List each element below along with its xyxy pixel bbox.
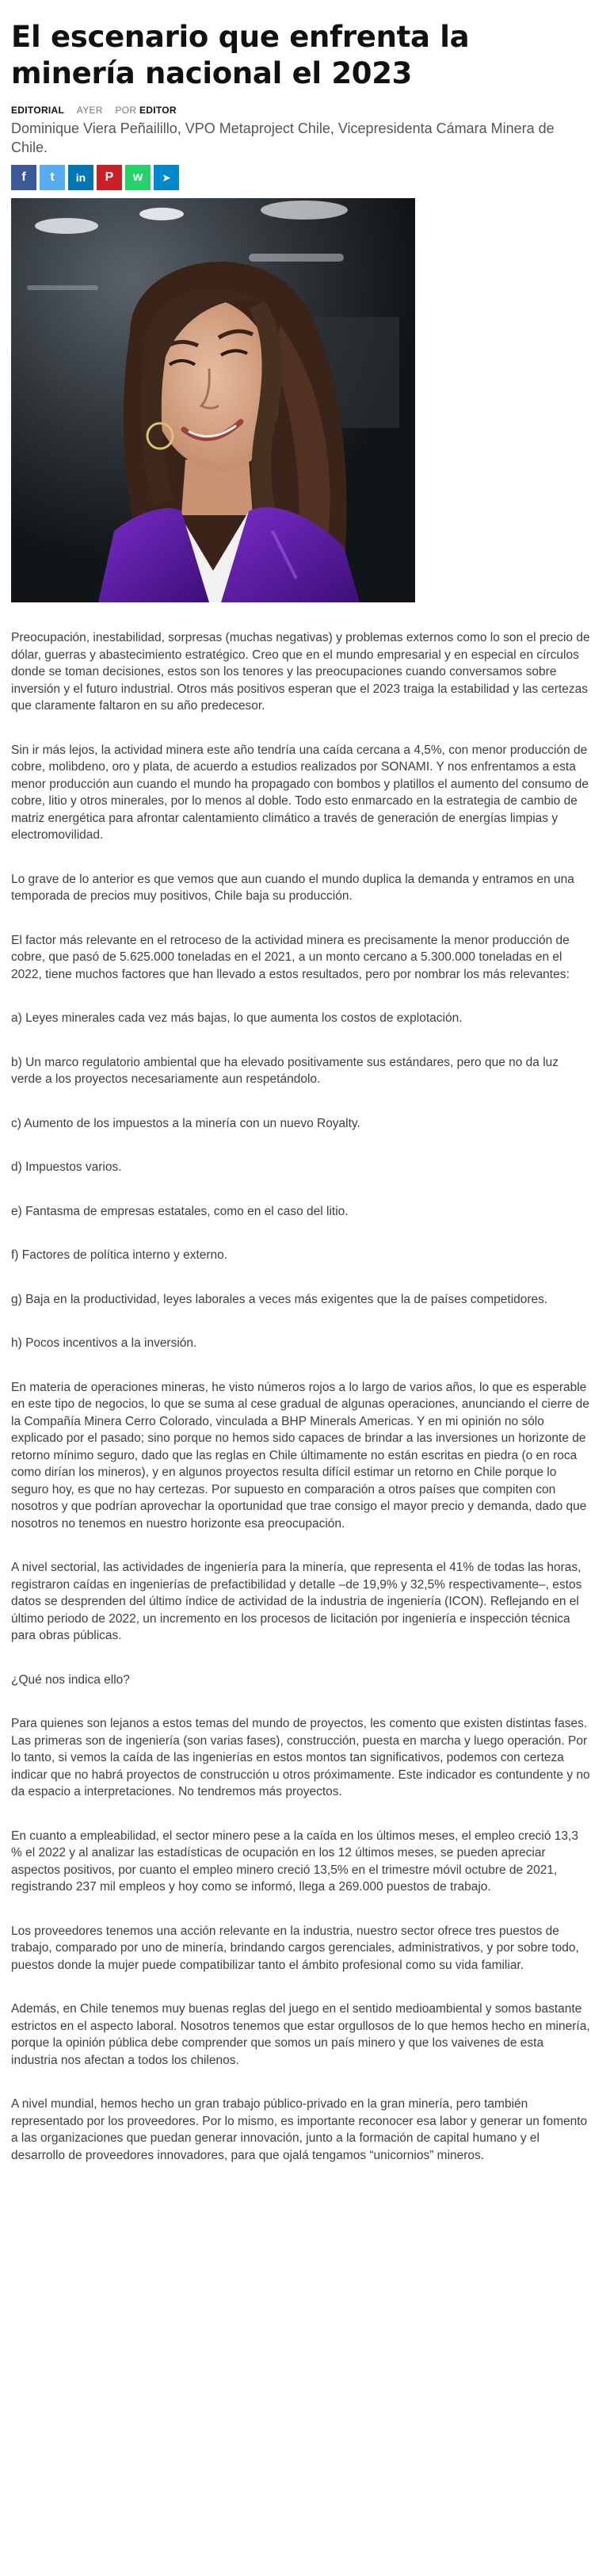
- twitter-share-button[interactable]: t: [40, 165, 65, 190]
- list-item: d) Impuestos varios.: [11, 1160, 122, 1174]
- article-photo: [11, 198, 415, 602]
- share-bar: [11, 165, 591, 190]
- list-item: b) Un marco regulatorio ambiental que ha elevado positivamente sus estándares, pero que no da luz verde a los proyectos necesariamente aun respetándolo.: [11, 1055, 559, 1086]
- list-item: e) Fantasma de empresas estatales, como en el caso del litio.: [11, 1204, 349, 1218]
- paragraph: Lo grave de lo anterior es que vemos que aun cuando el mundo duplica la demanda y entramos en una temporada de precios muy positivos, Chile baja su producción.: [11, 872, 574, 903]
- portrait-illustration: [11, 198, 415, 602]
- paragraph: A nivel sectorial, las actividades de ingeniería para la minería, que representa el 41% de todas las horas, registraron caídas en ingenierías de prefactibilidad y detalle –de 19,9% y 32,5% respectivamente–, estos datos se desprenden del último índice de actividad de la industria de ingeniería (ICON). Reflejando en el último periodo de 2022, un incremento en los procesos de licitación por ingeniería e inspección técnica para obras públicas.: [11, 1561, 582, 1642]
- article-body: [11, 629, 591, 2164]
- by-label: POR: [115, 105, 137, 116]
- article-title: El escenario que enfrenta la minería nacional el 2023: [11, 20, 470, 90]
- linkedin-share-button[interactable]: in: [68, 165, 93, 190]
- paragraph: ¿Qué nos indica ello?: [11, 1672, 130, 1687]
- article-subtitle: Dominique Viera Peñailillo, VPO Metaproject Chile, Vicepresidenta Cámara Minera de Chile.: [11, 120, 555, 155]
- paragraph: Preocupación, inestabilidad, sorpresas (muchas negativas) y problemas externos como lo son el precio de dólar, guerras y abastecimiento estratégico. Creo que en el mundo empresarial y en especial en círculos donde se toman decisiones, estos son los tenores y las preocupaciones cuando conversamos sobre inversión y el futuro industrial. Otros más positivos esperan que el 2023 traiga la estabilidad y las certezas que claramente faltaron en su año predecesor.: [11, 631, 590, 713]
- author-link[interactable]: EDITOR: [139, 105, 177, 116]
- list-item: h) Pocos incentivos a la inversión.: [11, 1336, 197, 1350]
- list-item: a) Leyes minerales cada vez más bajas, lo que aumenta los costos de explotación.: [11, 1011, 463, 1025]
- telegram-share-button[interactable]: ➤: [154, 165, 179, 190]
- paragraph: En cuanto a empleabilidad, el sector minero pese a la caída en los últimos meses, el empleo creció 13,3 % el 2022 y al analizar las estadísticas de ocupación en los 12 últimos meses, se pueden apreciar aspectos positivos, por cuanto el empleo minero creció 13,5% en el trimestre móvil octubre de 2021, registrando 237 mil empleos y hoy como se informó, llega a 269.000 puestos de trabajo.: [11, 1829, 578, 1894]
- paragraph: El factor más relevante en el retroceso de la actividad minera es precisamente la menor producción de cobre, que pasó de 5.625.000 toneladas en el 2021, a un monto cercano a 5.300.000 toneladas en el 2022, tiene muchos factores que han llevado a estos resultados, pero por nombrar los más relevantes:: [11, 933, 570, 981]
- category-link[interactable]: EDITORIAL: [11, 105, 65, 116]
- paragraph: A nivel mundial, hemos hecho un gran trabajo público-privado en la gran minería, pero también representado por los proveedores. Por lo mismo, es importante reconocer esa labor y generar un fomento a las organizaciones que puedan generar innovación, junto a la formación de capital humano y el desarrollo de proveedores innovadores, para que ojalá tengamos “unicornios” mineros.: [11, 2097, 588, 2162]
- paragraph: Además, en Chile tenemos muy buenas reglas del juego en el sentido medioambiental y somos bastante estrictos en el aspecto laboral. Nosotros tenemos que estar orgullosos de lo que hemos hecho en minería, porque la opinión pública debe comprender que somos un país minero y que los vaivenes de esta industria nos afectan a todos los chilenos.: [11, 2002, 590, 2067]
- paragraph: Los proveedores tenemos una acción relevante en la industria, nuestro sector ofrece tres puestos de trabajo, comparado por uno de minería, brindando cargos gerenciales, administrativos, y por sobre todo, puestos donde la mujer puede compatibilizar tanto el ámbito profesional como su vida familiar.: [11, 1924, 579, 1972]
- whatsapp-share-button[interactable]: w: [125, 165, 151, 190]
- paragraph: En materia de operaciones mineras, he visto números rojos a lo largo de varios años, lo que es esperable en este tipo de negocios, lo que se suma al cese gradual de algunas operaciones, anunciando el cierre de la Compañía Minera Cerro Colorado, vinculada a BHP Minerals Americas. Y en mi opinión no sólo explicado por el pasado; sino porque no hemos sido capaces de brindar a las inversiones un horizonte de retorno mínimo seguro, dado que las reglas en Chile últimamente no están escritas en piedra (o en roca como dirían los mineros), y en algunos proyectos resulta difícil estimar un retorno en Chile porque lo seguro hoy, es que no hay certezas. Por supuesto en comparación a otros países que compiten con nosotros y que podrían aprovechar la oportunidad que trae consigo el mayor precio y demanda, dado que nosotros no tenemos en nuestro horizonte esa preocupación.: [11, 1380, 589, 1531]
- article-meta: [11, 105, 591, 116]
- facebook-share-button[interactable]: f: [11, 165, 36, 190]
- paragraph: Sin ir más lejos, la actividad minera este año tendría una caída cercana a 4,5%, con menor producción de cobre, molibdeno, oro y plata, de acuerdo a estudios realizados por SONAMI. Y nos enfrentamos a esta menor producción aun cuando el mundo ha propagado con bombos y platillos el aumento del consumo de cobre, litio y otros minerales, por lo menos al doble. Todo esto enmarcado en la estrategia de cambio de matriz energética para afrontar calentamiento climático a través de generación de energías limpias y electromovilidad.: [11, 743, 589, 842]
- publish-date: AYER: [76, 105, 103, 116]
- list-item: f) Factores de política interno y externo.: [11, 1248, 228, 1262]
- list-item: g) Baja en la productividad, leyes laborales a veces más exigentes que la de países competidores.: [11, 1292, 548, 1306]
- list-item: c) Aumento de los impuestos a la minería con un nuevo Royalty.: [11, 1116, 360, 1130]
- paragraph: Para quienes son lejanos a estos temas del mundo de proyectos, les comento que existen distintas fases. Las primeras son de ingeniería (son varias fases), construcción, puesta en marcha y luego operación. Por lo tanto, si vemos la caída de las ingenierías en estos montos tan significativos, podemos con certeza indicar que no habrá proyectos de construcción u otros próximamente. Este indicador es contundente y no da espacio a interpretaciones. No tendremos más proyectos.: [11, 1717, 590, 1798]
- pinterest-share-button[interactable]: P: [97, 165, 122, 190]
